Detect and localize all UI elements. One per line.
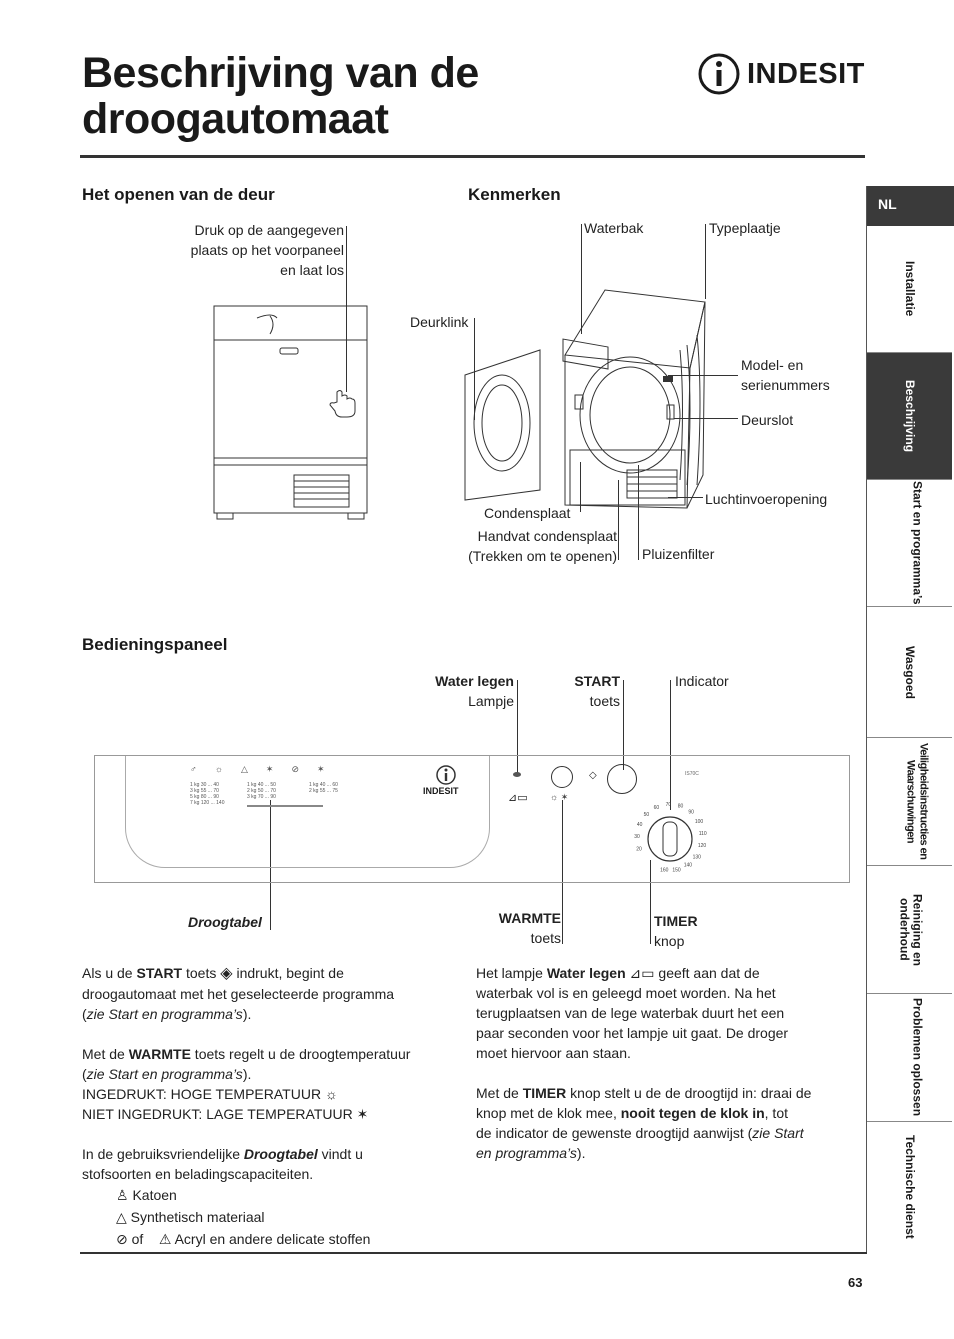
text: stofsoorten en beladingscapaciteiten. [82,1166,314,1182]
text: ). [242,1006,252,1022]
fabric-item [116,1228,437,1250]
text-bold: nooit tegen de klok in [620,1105,765,1121]
tab-label: Start en programma’s [910,481,925,605]
table-cell: 2 kg 55 ... 75 [309,788,338,794]
tab-label: Wasgoed [903,645,917,699]
dial-number: 90 [688,809,694,816]
table-cell: 3 kg 55 ... 70 [190,788,219,794]
table-col3 [309,782,338,794]
label-start [540,671,620,711]
text: droogautomaat met het geselecteerde programma [82,986,395,1002]
label-timer-title: TIMER [654,913,698,929]
label-timer [654,911,698,951]
dial-number: 140 [683,862,693,869]
right-paragraph-1 [476,963,841,1063]
label-knop: knop [654,933,685,949]
table-cell: 5 kg 80 ... 90 [190,794,219,800]
water-tank-icon: ⊿▭ [508,792,528,804]
table-cell: 3 kg 70 ... 90 [247,794,276,800]
features-heading: Kenmerken [468,185,561,204]
label-water-legen [400,671,514,711]
start-symbol-icon: ◈ [220,965,233,982]
text: knop stelt u de de droogtijd in: draai de [566,1085,812,1101]
delicate-icon: ⊘ [116,1231,128,1247]
dial-number: 20 [636,846,642,853]
text: , tot [764,1105,789,1121]
start-symbol-icon: ◇ [589,770,597,781]
leader-line [474,318,475,420]
label-model-line2: serienummers [741,377,830,393]
instruction-line: Druk op de aangegeven [194,222,344,238]
bottom-rule [80,1252,867,1254]
text: ( [82,1006,87,1022]
heat-icons: ☼ ✶ [550,792,569,802]
label-handvat-line1: Handvat condensplaat [477,528,617,544]
top-rule [80,155,865,158]
cotton-shirt-icon: ♙ [116,1187,129,1203]
label-toets: toets [530,930,561,946]
text: moet hiervoor aan staan. [476,1045,631,1061]
label-toets: toets [589,693,620,709]
tab-label: Veiligheidsinstructies en Waarschuwingen [904,743,930,860]
text: INGEDRUKT: HOGE TEMPERATUUR [82,1086,322,1102]
table-col2 [247,782,276,800]
tab-reiniging[interactable] [867,866,952,994]
panel-logo-icon [435,764,457,786]
right-paragraph-2 [476,1083,841,1163]
left-paragraph-2: Met de WARMTE toets regelt u de droogtemperatuur (zie Start en programma’s). INGEDRUKT: HOGE TEMPERATUUR ☼ NIET INGEDRUKT: LAGE TEMPERATUUR ✶ [82,1046,411,1122]
label-indicator: Indicator [675,673,729,689]
left-paragraph-3 [82,1144,437,1184]
leader-line [705,224,706,299]
table-cell: 1 kg 30 ... 40 [190,782,219,788]
tab-installatie[interactable] [867,226,952,353]
text: Met de [476,1085,523,1101]
text: NIET INGEDRUKT: LAGE TEMPERATUUR [82,1106,353,1122]
model-code: IS70C [685,771,699,777]
timer-knob[interactable] [625,794,715,884]
leader-line [581,224,582,334]
label-handvat [440,526,617,566]
label-start-title: START [574,673,620,689]
label-deurslot: Deurslot [741,412,794,428]
leader-line [580,462,581,512]
label-water-legen-title: Water legen [435,673,514,689]
door-instruction [150,220,344,280]
table-cell: 1 kg 40 ... 60 [309,782,338,788]
text: paar seconden voor het lampje uit gaat. De droger [476,1025,789,1041]
text-bold-italic: Droogtabel [243,1146,318,1162]
text-italic: zie Start en programma’s [86,1006,243,1022]
label-pluizenfilter: Pluizenfilter [642,546,715,562]
tab-label: Problemen oplossen [910,998,925,1117]
page-number: 63 [848,1275,863,1290]
text: toets regelt u de droogtemperatuur [190,1046,411,1062]
tab-label: Beschrijving [903,379,917,453]
text: Katoen [132,1187,177,1203]
text-bold: TIMER [522,1085,567,1101]
label-typeplaatje: Typeplaatje [709,220,781,236]
fabric-item [116,1184,437,1206]
text-italic: en programma’s [476,1145,577,1161]
water-legen-lamp [513,772,521,777]
instruction-line: en laat los [280,262,344,278]
tab-problemen[interactable] [867,994,952,1122]
tab-label: Installatie [903,261,917,317]
indesit-logo [697,52,867,96]
text: geeft aan dat de [654,965,760,981]
text: Acryl en andere delicate stoffen [174,1231,371,1247]
leader-line [668,375,738,376]
label-warmte-title: WARMTE [498,910,561,926]
tab-wasgoed[interactable] [867,607,952,738]
fabric-list [82,1184,437,1250]
page-title-line2: droogautomaat [82,95,389,143]
label-waterbak: Waterbak [584,220,644,236]
label-luchtinvoer: Luchtinvoeropening [705,491,828,507]
text-italic: zie Start en programma’s [86,1066,243,1082]
sidebar [866,186,954,1252]
tab-start[interactable] [867,480,952,607]
text: Met de [82,1046,129,1062]
dial-number: 130 [692,854,701,861]
label-condensplaat: Condensplaat [484,505,571,521]
dial-number: 120 [697,843,707,850]
dial-number: 70 [665,802,672,808]
tab-veiligheid[interactable] [867,738,952,866]
text: of [131,1231,144,1247]
right-text [476,963,841,1183]
table-cell: 7 kg 120 ... 140 [190,800,225,806]
text: vindt u [317,1146,363,1162]
label-warmte [480,908,561,948]
left-paragraph-1 [82,963,437,1024]
brand-name: INDESIT [747,58,865,90]
tab-label: Reiniging en onderhoud [897,893,925,966]
text: In de gebruiksvriendelijke [82,1146,244,1162]
text: ). [576,1145,586,1161]
dial-number: 110 [698,830,707,837]
label-model-line1: Model- en [741,357,804,373]
control-heading: Bedieningspaneel [82,635,228,654]
label-lampje: Lampje [468,693,514,709]
acrylic-icon: ⚠ [158,1231,172,1247]
fabric-item [116,1206,437,1228]
text: toets [182,965,221,981]
start-button[interactable] [607,764,637,794]
logo-i-icon [697,52,741,96]
text: terugplaatsen van de lege waterbak duurt het een [476,1005,785,1021]
tab-technische-dienst[interactable] [867,1122,952,1252]
dial-number: 80 [677,803,684,810]
leader-line [668,497,703,498]
dial-number: 160 [660,867,669,874]
table-col1 [190,782,224,806]
high-temp-icon: ☼ [324,1086,338,1102]
dial-number: 150 [672,867,681,874]
text: Als u de [82,965,137,981]
label-deurklink: Deurklink [410,314,469,330]
dial-number: 30 [634,834,640,841]
leader-line [638,465,639,560]
page-title [82,50,479,142]
table-bar [247,805,323,807]
table-cell: 1 kg 40 ... 50 [247,782,276,788]
text: Het lampje [476,965,547,981]
tab-beschrijving[interactable] [867,353,952,480]
water-tank-icon: ⊿▭ [629,965,655,981]
table-cell: 2 kg 50 ... 70 [247,788,276,794]
warmte-button[interactable] [551,766,573,788]
leader-line [618,480,619,560]
dryer-front-illustration [212,300,372,525]
table-icons: ♂☼△✶⊘✶ [190,764,343,774]
control-panel [94,755,850,883]
text: indrukt, begint de [232,965,344,981]
text-bold: START [136,965,183,981]
page-title-line1: Beschrijving van de [82,49,479,97]
dial-number: 40 [636,822,643,829]
label-droogtabel: Droogtabel [188,914,262,930]
leader-line [674,418,738,419]
synthetic-icon: △ [116,1209,127,1225]
dial-number: 100 [694,819,704,826]
text-bold: Water legen [546,965,626,981]
tab-label: Technische dienst [903,1135,917,1239]
text: Synthetisch materiaal [130,1209,265,1225]
lang-tab[interactable]: NL [866,186,954,226]
label-handvat-line2: (Trekken om te openen) [468,548,617,564]
label-model [741,355,830,395]
panel-brand: INDESIT [423,786,459,796]
text: de indicator de gewenste droogtijd aanwijst ( [476,1125,753,1141]
text-italic: zie Start [752,1125,804,1141]
dryer-open-illustration [455,280,715,530]
left-text [82,963,437,1250]
door-heading: Het openen van de deur [82,185,275,204]
dial-number: 50 [643,812,650,818]
text: knop met de klok mee, [476,1105,621,1121]
instruction-line: plaats op het voorpaneel [190,242,344,258]
text-bold: WARMTE [128,1046,191,1062]
low-temp-icon: ✶ [356,1106,369,1122]
dial-number: 60 [653,804,660,811]
text: waterbak vol is en geleegd moet worden. Na het [476,985,776,1001]
